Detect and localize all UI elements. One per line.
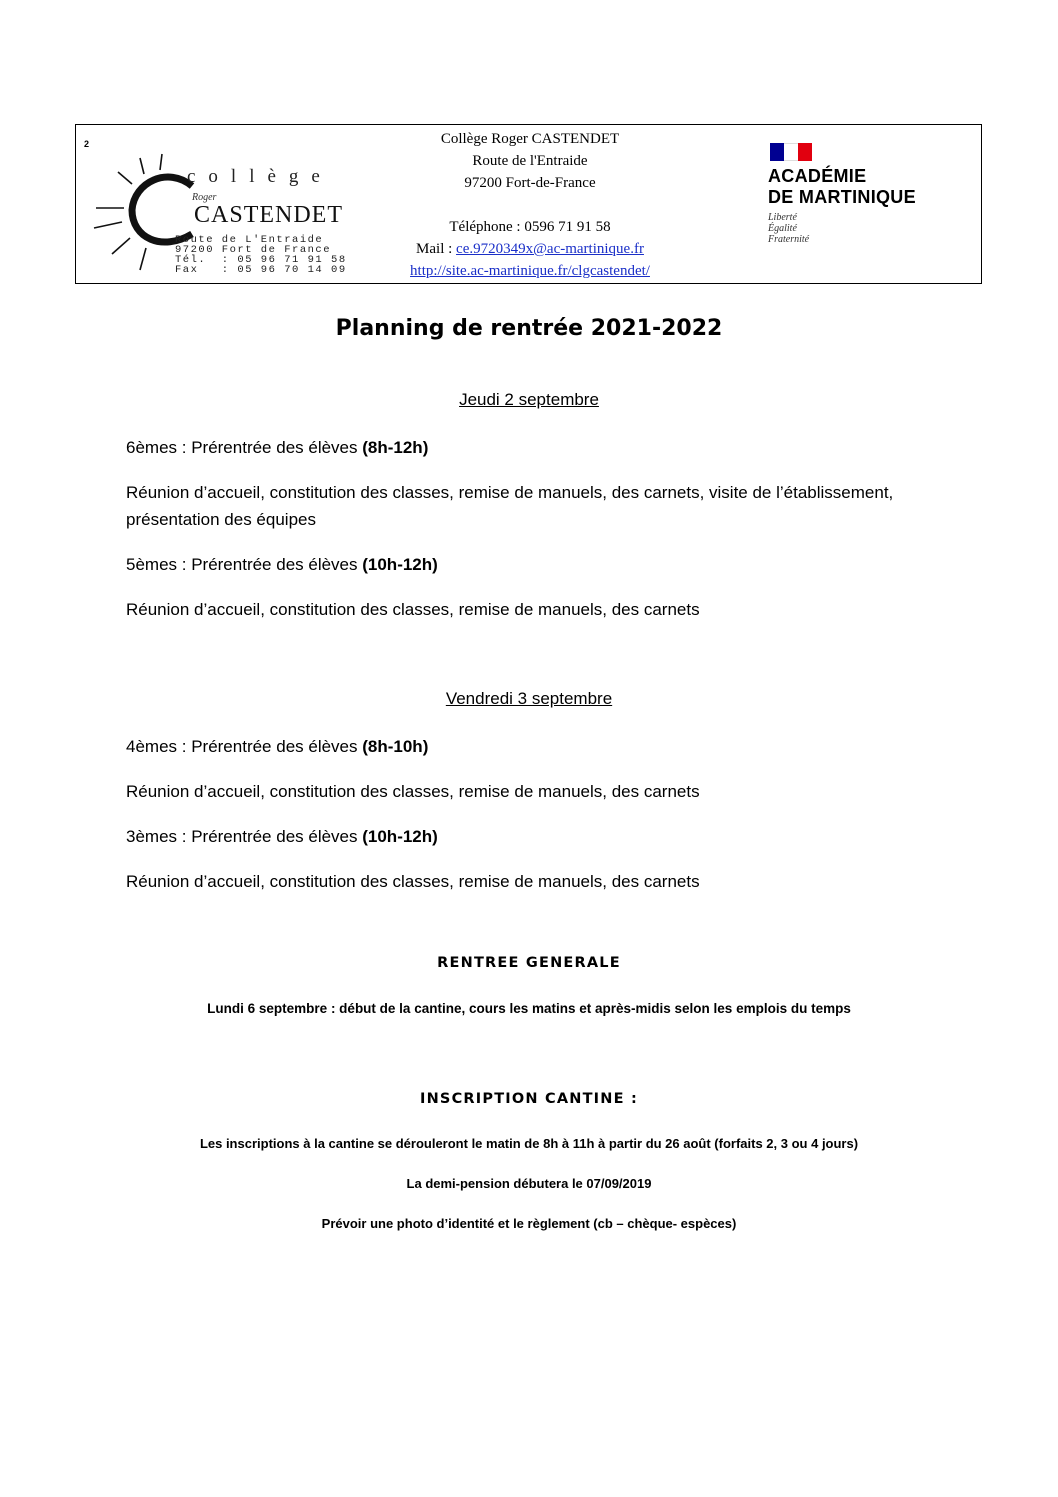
academie-title [768,166,968,208]
day1-line3-time: (10h-12h) [362,555,438,574]
day2-line1-text: 4èmes : Prérentrée des élèves [126,737,363,756]
day1-line3-text: 5èmes : Prérentrée des élèves [126,555,363,574]
page-title: Planning de rentrée 2021-2022 [335,316,723,341]
logo-college-text: collège [187,166,333,187]
academie-line1: ACADÉMIE [768,166,867,186]
rentree-date: Lundi 6 septembre [207,1001,328,1016]
motto-liberte: Liberté [768,212,797,223]
rentree-text [0,1001,1058,1016]
motto-egalite: Égalité [768,223,797,234]
logo-tel: Tél. : 05 96 71 91 58 [175,254,347,266]
day1-line2: Réunion d’accueil, constitution des classes, remise de manuels, des carnets, visite de l’établissement, présentation des équipes [126,483,894,529]
school-city: 97200 Fort-de-France [464,175,596,191]
day2-line1-time: (8h-10h) [362,737,429,756]
website-line [360,260,700,282]
day2-line2: Réunion d’accueil, constitution des classes, remise de manuels, des carnets [126,782,700,801]
day1-line1-text: 6èmes : Prérentrée des élèves [126,438,363,457]
logo-roger-text: Roger [192,192,217,203]
day2-line3 [126,823,946,850]
day1-line3 [126,551,946,578]
day2-heading: Vendredi 3 septembre [445,689,613,708]
cantine-line1: Les inscriptions à la cantine se dérouleront le matin de 8h à 11h à partir du 26 août (forfaits 2, 3 ou 4 jours) [199,1136,859,1151]
school-phone: Téléphone : 0596 71 91 58 [449,219,611,235]
cantine-heading: INSCRIPTION CANTINE : [420,1091,638,1107]
academie-motto [768,212,968,245]
academie-line2: DE MARTINIQUE [768,187,916,207]
academie-logo [768,143,968,245]
logo-contact-lines [175,235,347,275]
cantine-line2: La demi-pension débutera le 07/09/2019 [406,1176,652,1191]
motto-fraternite: Fraternité [768,234,810,245]
school-address [360,128,700,282]
day1-line4: Réunion d’accueil, constitution des classes, remise de manuels, des carnets [126,600,700,619]
day1-heading: Jeudi 2 septembre [459,390,599,409]
day2-line3-text: 3èmes : Prérentrée des élèves [126,827,363,846]
website-link[interactable]: http://site.ac-martinique.fr/clgcastendet/ [410,263,650,279]
school-name: Collège Roger CASTENDET [440,131,620,147]
rentree-detail: : début de la cantine, cours les matins et après-midis selon les emplois du temps [327,1001,851,1016]
school-street: Route de l'Entraide [472,153,588,169]
rentree-heading: RENTREE GENERALE [437,955,621,971]
day2-line4: Réunion d’accueil, constitution des classes, remise de manuels, des carnets [126,872,700,891]
logo-city: 97200 Fort de France [175,244,332,256]
french-flag-icon [770,143,812,161]
school-mail-line [360,238,700,260]
logo-castendet-text: CASTENDET [194,202,343,228]
mail-link[interactable]: ce.9720349x@ac-martinique.fr [456,241,644,257]
day2-line3-time: (10h-12h) [362,827,438,846]
college-logo [88,152,358,280]
cantine-line3: Prévoir une photo d’identité et le règlement (cb – chèque- espèces) [321,1216,737,1231]
logo-route: Route de L'Entraide [175,234,324,246]
mail-label: Mail : [416,241,457,257]
logo-fax: Fax : 05 96 70 14 09 [175,264,347,276]
page-mark: 2 [84,139,90,149]
day1-line1-time: (8h-12h) [362,438,429,457]
day2-line1 [126,733,946,760]
day1-line1 [126,434,946,461]
